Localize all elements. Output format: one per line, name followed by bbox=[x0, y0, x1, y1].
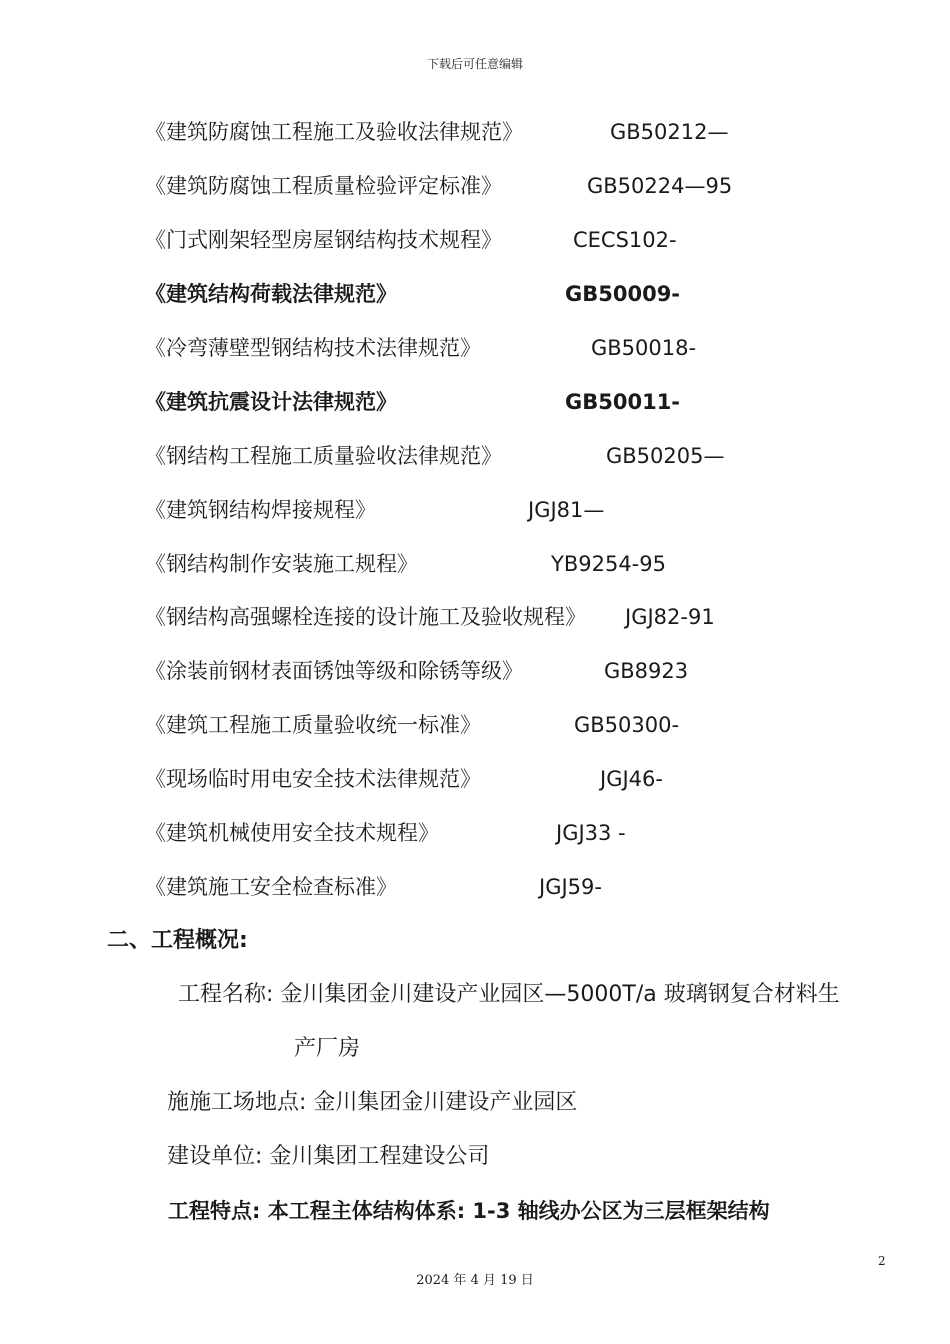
footer-date: 2024 年 4 月 19 日 bbox=[416, 1273, 534, 1288]
standard-name: 《建筑防腐蚀工程质量检验评定标准》 bbox=[145, 174, 502, 198]
standard-name: 《建筑钢结构焊接规程》 bbox=[145, 498, 376, 522]
standard-code: YB9254-95 bbox=[551, 552, 666, 576]
standard-name: 《建筑抗震设计法律规范》 bbox=[145, 390, 397, 414]
standard-name: 《钢结构制作安装施工规程》 bbox=[145, 552, 418, 576]
header-note: 下载后可任意编辑 bbox=[426, 57, 523, 71]
standard-code: GB8923 bbox=[604, 659, 689, 683]
project-name-continuation: 产厂房 bbox=[294, 1036, 361, 1061]
standard-name: 《冷弯薄壁型钢结构技术法律规范》 bbox=[145, 336, 481, 360]
site-line: 施施工场地点: 金川集团金川建设产业园区 bbox=[167, 1090, 578, 1115]
standard-code: JGJ33 - bbox=[556, 821, 626, 845]
page-number: 2 bbox=[878, 1254, 886, 1268]
standard-name: 《建筑施工安全检查标准》 bbox=[145, 875, 397, 899]
standard-code: GB50018- bbox=[591, 336, 697, 360]
standard-name: 《涂装前钢材表面锈蚀等级和除锈等级》 bbox=[145, 659, 523, 683]
standard-name: 《钢结构高强螺栓连接的设计施工及验收规程》 bbox=[145, 605, 586, 629]
standard-name: 《建筑结构荷载法律规范》 bbox=[145, 282, 397, 306]
features-line: 工程特点: 本工程主体结构体系: 1-3 轴线办公区为三层框架结构 bbox=[168, 1199, 770, 1223]
standard-name: 《现场临时用电安全技术法律规范》 bbox=[145, 767, 481, 791]
standard-name: 《钢结构工程施工质量验收法律规范》 bbox=[145, 444, 502, 468]
standard-code: GB50212— bbox=[610, 120, 729, 144]
project-name-line: 工程名称: 金川集团金川建设产业园区—5000T/a 玻璃钢复合材料生 bbox=[178, 982, 840, 1007]
standard-code: JGJ82-91 bbox=[625, 605, 715, 629]
standard-name: 《建筑防腐蚀工程施工及验收法律规范》 bbox=[145, 120, 523, 144]
standard-code: CECS102- bbox=[573, 228, 677, 252]
standard-code: GB50300- bbox=[574, 713, 680, 737]
standard-code: JGJ81— bbox=[528, 498, 605, 522]
standard-name: 《门式刚架轻型房屋钢结构技术规程》 bbox=[145, 228, 502, 252]
standard-code: JGJ59- bbox=[539, 875, 602, 899]
section-heading: 二、工程概况: bbox=[107, 928, 248, 953]
standard-code: GB50205— bbox=[606, 444, 725, 468]
standard-code: GB50009- bbox=[565, 282, 681, 306]
standard-code: JGJ46- bbox=[600, 767, 663, 791]
standard-code: GB50224—95 bbox=[587, 174, 733, 198]
standard-name: 《建筑机械使用安全技术规程》 bbox=[145, 821, 439, 845]
builder-line: 建设单位: 金川集团工程建设公司 bbox=[167, 1144, 490, 1169]
standard-name: 《建筑工程施工质量验收统一标准》 bbox=[145, 713, 481, 737]
standard-code: GB50011- bbox=[565, 390, 681, 414]
